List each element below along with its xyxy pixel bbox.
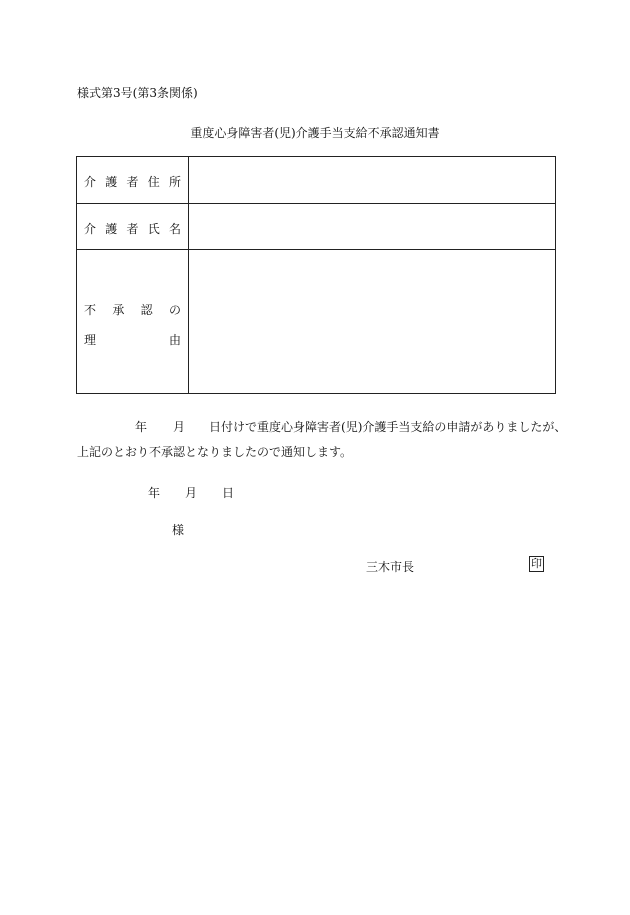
form-table [76,156,556,394]
label-char: 氏 [147,222,160,236]
reason-label-line1 [84,301,181,318]
label-char: の [168,303,181,317]
address-label-cell [77,157,189,203]
label-char: 者 [126,175,139,189]
label-char: 認 [140,303,153,317]
signer-title: 三木市長 [366,560,415,574]
name-label [84,220,181,237]
date-day: 日 [222,486,235,500]
label-char: 承 [112,303,125,317]
label-char: 住 [147,175,160,189]
seal-stamp: 印 [531,557,542,570]
table-row-address [77,157,555,204]
document-title: 重度心身障害者(児)介護手当支給不承認通知書 [190,126,440,140]
notice-text-line2: 上記のとおり不承認となりましたので通知します。 [77,445,353,459]
reason-label-line2 [84,331,181,348]
reason-label-cell [77,250,189,393]
addressee-honorific: 様 [172,523,185,537]
date-year: 年 [148,486,161,500]
table-row-name [77,204,555,250]
year-label: 年 [135,420,148,434]
date-month: 月 [185,486,198,500]
label-char: 介 [84,175,97,189]
notice-text-line1 [77,418,567,435]
address-value-cell[interactable] [189,157,555,203]
label-char: 護 [105,175,118,189]
label-char: 由 [168,333,181,347]
notice-text: 日付けで重度心身障害者(児)介護手当支給の申請がありましたが、 [209,420,567,434]
month-label: 月 [173,420,186,434]
table-row-reason [77,250,555,393]
label-char: 不 [84,303,97,317]
label-char: 所 [168,175,181,189]
form-number: 様式第3号(第3条関係) [77,86,198,100]
name-value-cell[interactable] [189,204,555,249]
address-label [84,173,181,190]
label-char: 理 [84,333,97,347]
name-label-cell [77,204,189,249]
date-line [148,484,234,501]
label-char: 護 [105,222,118,236]
reason-value-cell[interactable] [189,250,555,393]
label-char: 者 [126,222,139,236]
label-char: 介 [84,222,97,236]
label-char: 名 [168,222,181,236]
